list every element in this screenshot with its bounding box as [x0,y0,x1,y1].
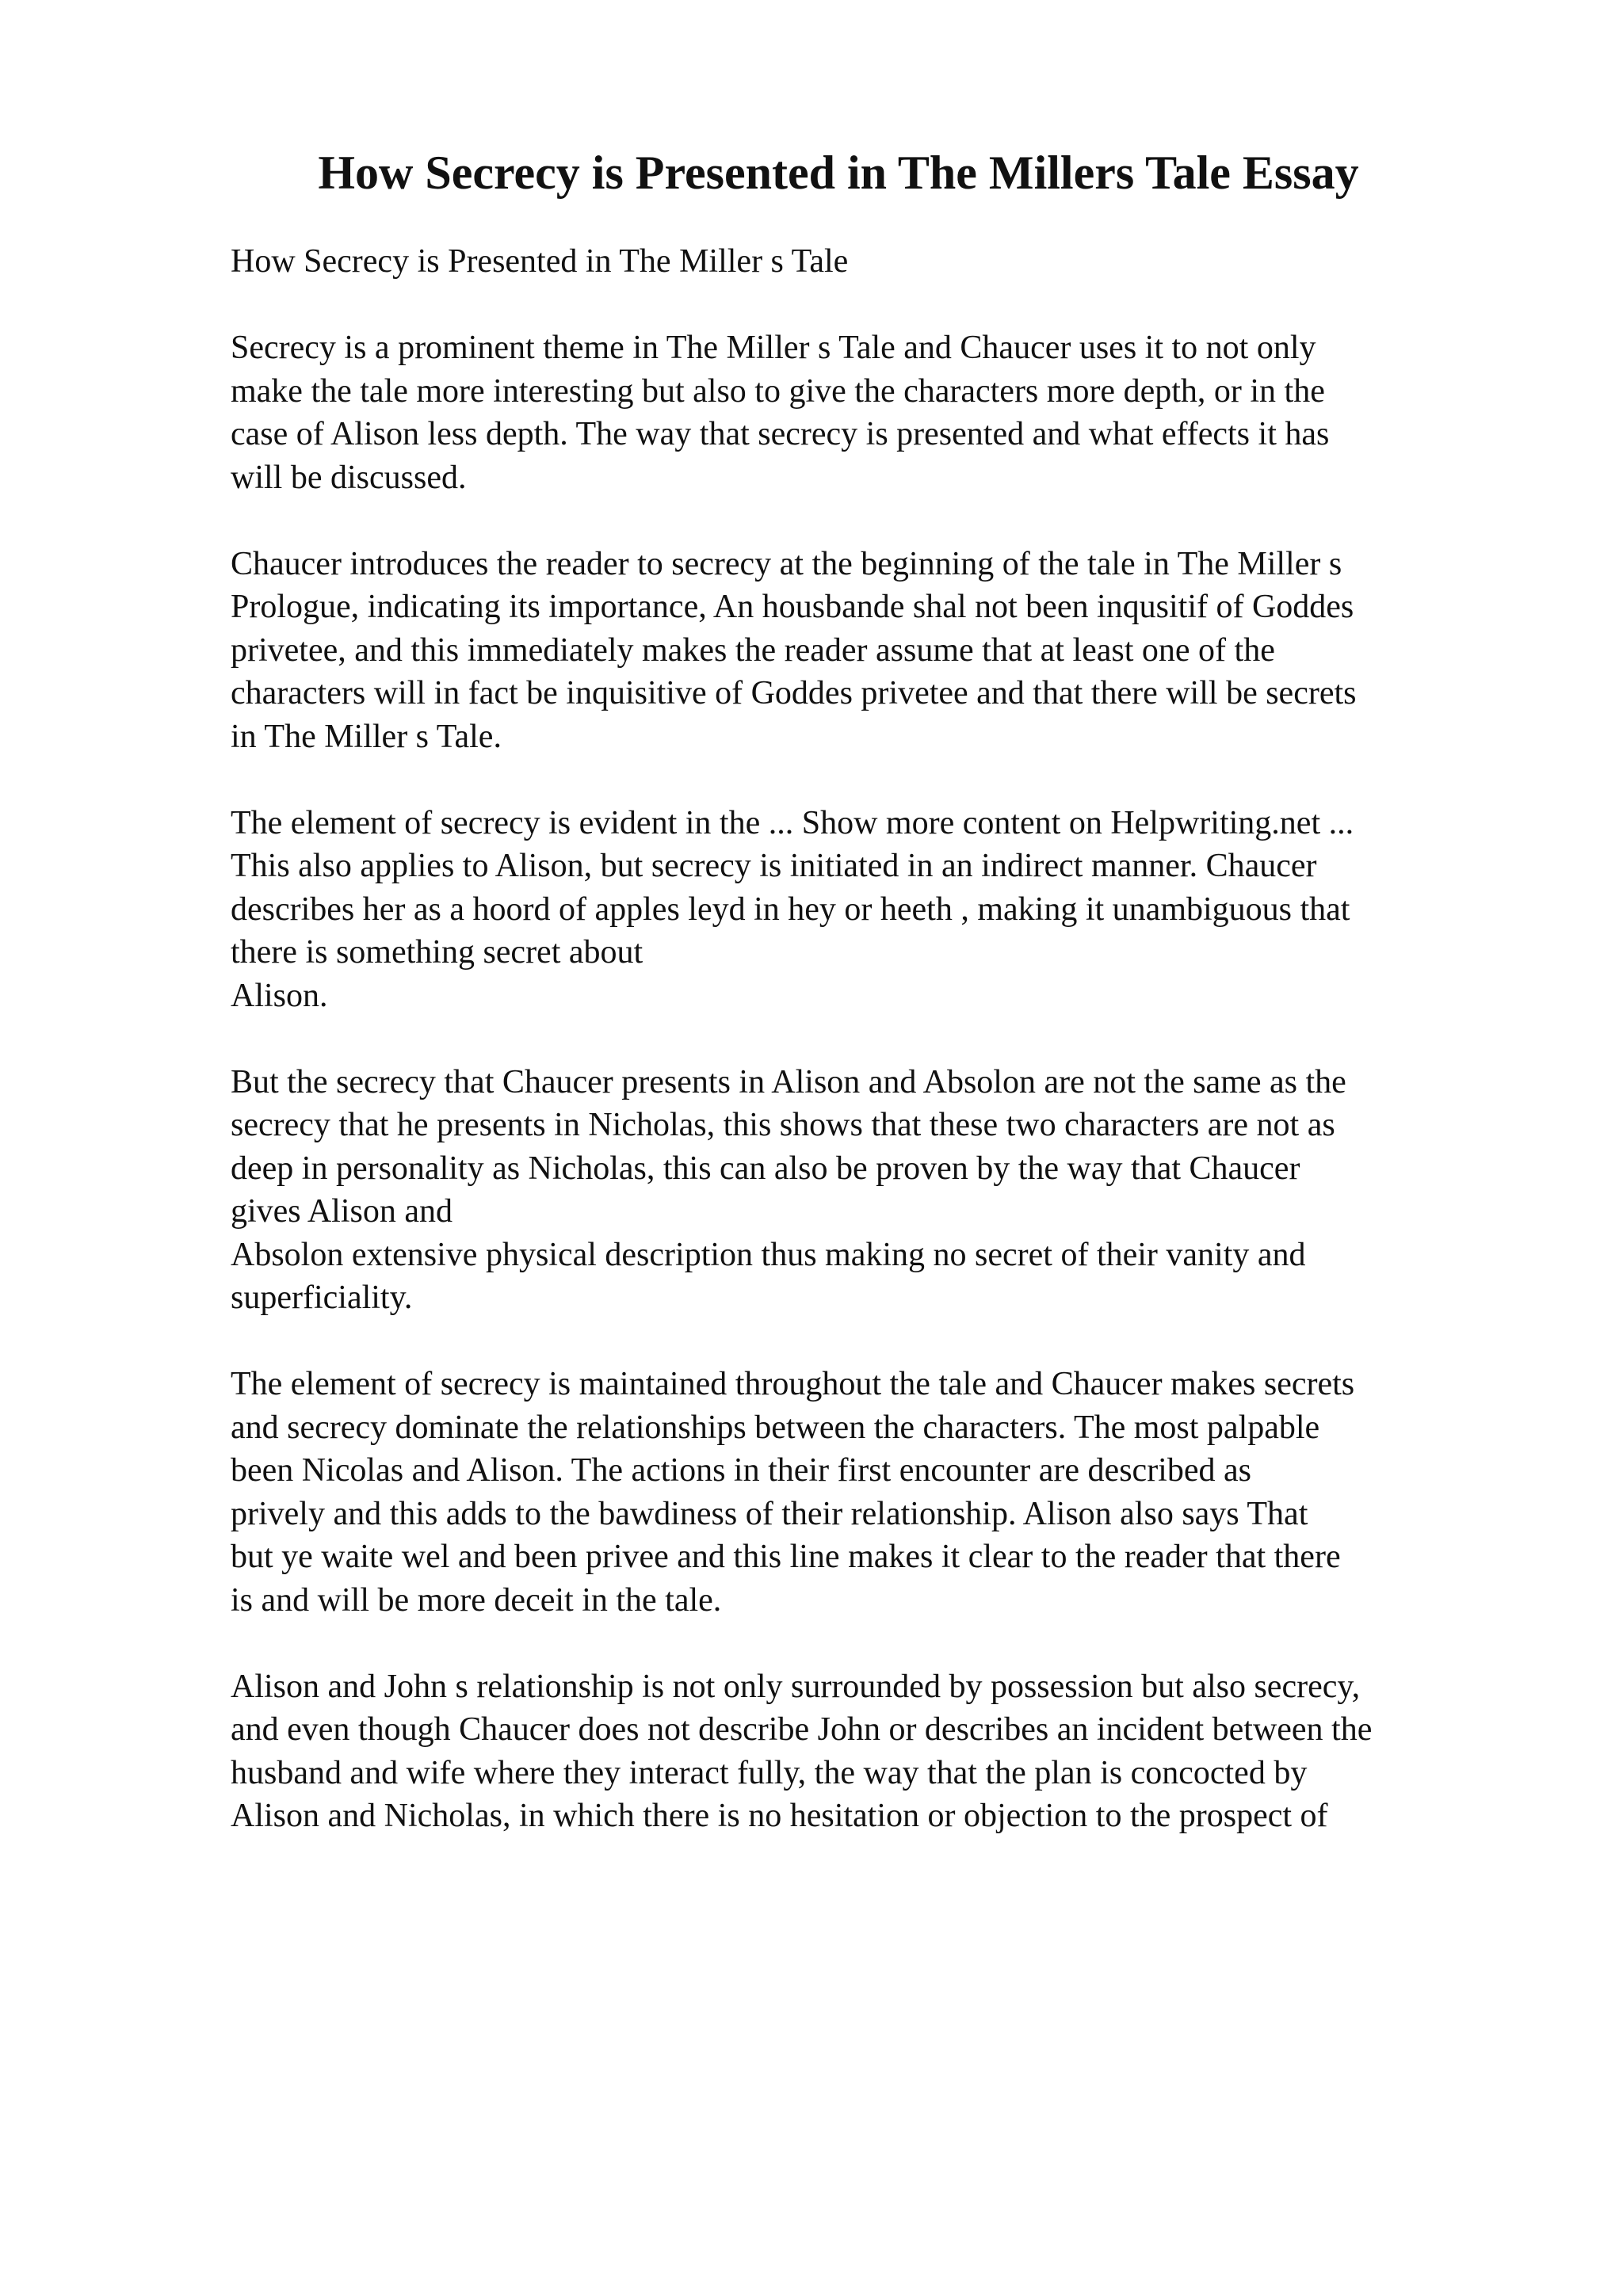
paragraph-line: Alison and John s relationship is not only surrounded by possession but also secrecy, [231,1668,1361,1705]
paragraph-line: and secrecy dominate the relationships between the characters. The most palpable [231,1409,1320,1446]
document-body [231,240,1514,1881]
paragraph-line: husband and wife where they interact fully, the way that the plan is concocted by [231,1754,1308,1791]
paragraph-line: in The Miller s Tale. [231,718,502,755]
paragraph-line: describes her as a hoord of apples leyd in hey or heeth , making it unambiguous that [231,891,1350,928]
paragraph-line: and even though Chaucer does not describe John or describes an incident between the [231,1711,1373,1748]
paragraph-line: secrecy that he presents in Nicholas, this shows that these two characters are not as [231,1107,1335,1143]
paragraph [231,1363,1514,1622]
paragraph [231,1665,1514,1838]
paragraph-line: is and will be more deceit in the tale. [231,1581,722,1619]
paragraph-line: Alison. [231,977,328,1014]
paragraph-line: make the tale more interesting but also to give the characters more depth, or in the [231,372,1325,410]
paragraph-line: prively and this adds to the bawdiness of their relationship. Alison also says That [231,1495,1308,1532]
paragraph [231,543,1514,759]
paragraph-line: Chaucer introduces the reader to secrecy at the beginning of the tale in The Miller s [231,545,1342,582]
paragraph-line: but ye waite wel and been privee and this line makes it clear to the reader that there [231,1539,1341,1575]
paragraph-line: Secrecy is a prominent theme in The Miller s Tale and Chaucer uses it to not only [231,330,1316,366]
paragraph-line: The element of secrecy is evident in the ... Show more content on Helpwriting.net ... [231,804,1354,841]
paragraph-line: This also applies to Alison, but secrecy is initiated in an indirect manner. Chaucer [231,848,1317,884]
paragraph-line: case of Alison less depth. The way that secrecy is presented and what effects it has [231,416,1330,452]
paragraph-line: The element of secrecy is maintained throughout the tale and Chaucer makes secrets [231,1366,1355,1402]
paragraph-line: Alison and Nicholas, in which there is no hesitation or objection to the prospect of [231,1798,1328,1834]
paragraph-line: will be discussed. [231,459,467,496]
paragraph-line: Absolon extensive physical description thus making no secret of their vanity and [231,1236,1306,1273]
paragraph-line: But the secrecy that Chaucer presents in Alison and Absolon are not the same as the [231,1063,1346,1100]
document-title: How Secrecy is Presented in The Millers Tale Essay [318,147,1359,199]
paragraph-line: deep in personality as Nicholas, this can also be proven by the way that Chaucer [231,1150,1300,1187]
paragraph-line: gives Alison and [231,1193,453,1230]
paragraph-line: Prologue, indicating its importance, An housbande shal not been inqusitif of Goddes [231,589,1354,625]
paragraph [231,802,1514,1018]
paragraph-list [231,326,1514,1838]
paragraph-line: privetee, and this immediately makes the reader assume that at least one of the [231,631,1275,669]
paragraph-line: superficiality. [231,1280,413,1316]
paragraph-line: there is something secret about [231,934,643,971]
paragraph-line: been Nicolas and Alison. The actions in their first encounter are described as [231,1452,1251,1489]
paragraph [231,326,1514,499]
document-subtitle: How Secrecy is Presented in The Miller s Tale [231,243,849,280]
paragraph-line: characters will in fact be inquisitive of Goddes privetee and that there will be secrets [231,675,1357,711]
paragraph [231,1061,1514,1320]
